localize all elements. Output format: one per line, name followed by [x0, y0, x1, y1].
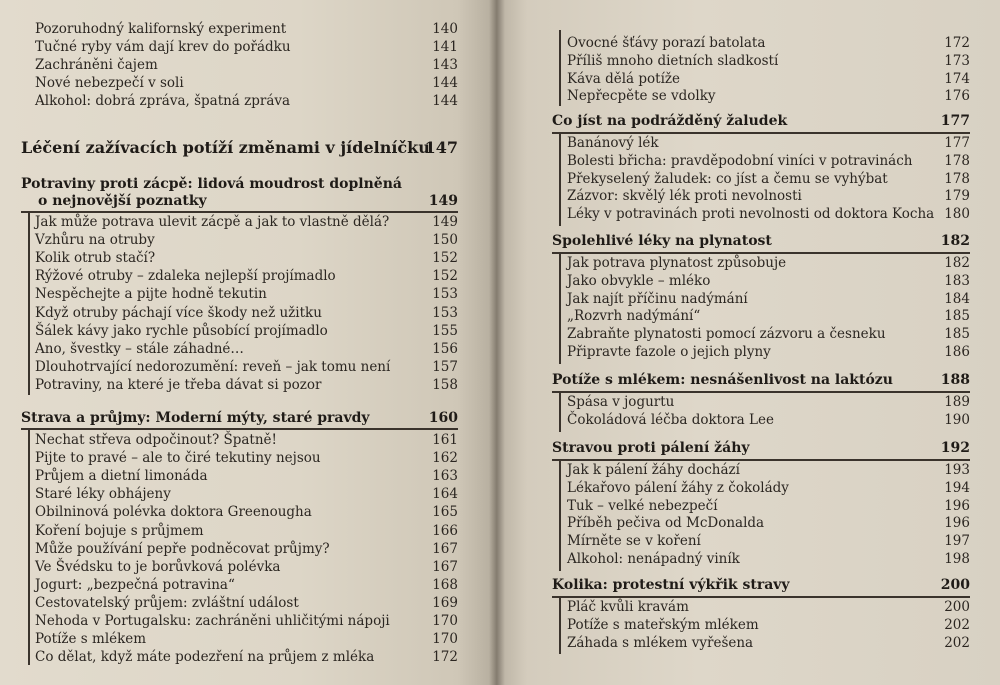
- section-bracket-line: [28, 429, 30, 665]
- entry-title: Jak k pálení žáhy dochází: [567, 462, 740, 478]
- entry-title: Jako obvykle – mléko: [567, 272, 711, 289]
- entry-title: Vzhůru na otruby: [35, 232, 155, 249]
- section-bracket-line: [559, 133, 561, 226]
- page-number: 158: [432, 376, 458, 393]
- page-number: 169: [432, 594, 458, 611]
- left-page: [0, 0, 497, 685]
- entry-title: Potíže s mlékem: nesnášenlivost na laktózu: [552, 372, 893, 388]
- page-number: 147: [424, 138, 458, 157]
- page-number: 173: [944, 52, 970, 69]
- entry-title: Když otruby páchají více škody než užitku: [35, 304, 322, 321]
- page-number: 168: [432, 576, 458, 593]
- page-number: 196: [944, 515, 970, 532]
- page-number: 153: [432, 286, 458, 303]
- page-number: 150: [432, 232, 458, 249]
- page-number: 149: [428, 193, 458, 209]
- entry-title: Pláč kvůli kravám: [567, 599, 689, 615]
- page-number: 198: [944, 551, 970, 567]
- page-number: 172: [944, 35, 970, 51]
- page-number: 182: [944, 255, 970, 271]
- entry-title: o nejnovější poznatky: [38, 193, 207, 209]
- entry-title: Potraviny, na které je třeba dávat si pozor: [35, 376, 322, 393]
- entry-title: Alkohol: nenápadný viník: [567, 551, 740, 567]
- entry-title: Bolesti břicha: pravděpodobní viníci v potravinách: [567, 152, 913, 169]
- entry-title: Záhada s mlékem vyřešena: [567, 634, 754, 651]
- entry-title: Dlouhotrvající nedorozumění: reveň – jak tomu není: [35, 358, 391, 375]
- page-number: 202: [944, 616, 970, 633]
- page-number: 176: [944, 88, 970, 105]
- page-number: 155: [432, 322, 458, 339]
- entry-title: Mírněte se v koření: [567, 533, 701, 550]
- entry-title: Tuk – velké nebezpečí: [567, 497, 718, 514]
- entry-title: Potraviny proti zácpě: lidová moudrost doplněná: [21, 176, 402, 192]
- page-number: 184: [944, 290, 970, 307]
- page-number: 185: [944, 308, 970, 325]
- page-number: 162: [432, 450, 458, 467]
- section-bracket-line: [559, 597, 561, 654]
- entry-title: Banánový lék: [567, 135, 659, 151]
- entry-title: „Rozvrh nadýmání“: [567, 308, 701, 325]
- entry-title: Co jíst na podrážděný žaludek: [552, 113, 788, 129]
- page-number: 194: [944, 479, 970, 496]
- section-rule: [552, 459, 970, 461]
- page-number: 140: [432, 21, 458, 37]
- section-rule: [552, 596, 970, 598]
- page-number: 178: [944, 170, 970, 187]
- entry-title: Koření bojuje s průjmem: [35, 522, 204, 539]
- entry-title: Potíže s mlékem: [35, 631, 147, 648]
- page-number: 177: [940, 113, 970, 129]
- entry-title: Stravou proti pálení žáhy: [552, 440, 750, 456]
- section-rule: [21, 211, 458, 213]
- entry-title: Káva dělá potíže: [567, 70, 681, 87]
- page-number: 160: [428, 410, 458, 426]
- page-number: 144: [432, 75, 458, 92]
- entry-title: Jogurt: „bezpečná potravina“: [35, 576, 235, 593]
- page-number: 189: [944, 394, 970, 410]
- section-bracket-line: [559, 30, 561, 106]
- entry-title: Co dělat, když máte podezření na průjem z mléka: [35, 649, 375, 666]
- entry-title: Připravte fazole o jejich plyny: [567, 344, 771, 360]
- page-number: 180: [944, 206, 970, 223]
- entry-title: Pozoruhodný kalifornský experiment: [35, 21, 287, 37]
- entry-title: Jak najít příčinu nadýmání: [567, 290, 748, 307]
- page-number: 156: [432, 340, 458, 357]
- entry-title: Může používání pepře podněcovat průjmy?: [35, 540, 330, 557]
- entry-title: Kolika: protestní výkřik stravy: [552, 577, 790, 593]
- entry-title: Příběh pečiva od McDonalda: [567, 515, 765, 532]
- entry-title: Potíže s mateřským mlékem: [567, 616, 759, 633]
- page-number: 152: [432, 268, 458, 285]
- page-number: 197: [944, 533, 970, 550]
- page-number: 186: [944, 344, 970, 360]
- section-bracket-line: [28, 212, 30, 395]
- entry-title: Pijte to pravé – ale to čiré tekutiny nejsou: [35, 450, 321, 467]
- page-number: 183: [944, 272, 970, 289]
- page-number: 141: [432, 39, 458, 56]
- page-number: 185: [944, 326, 970, 343]
- page-number: 165: [432, 504, 458, 521]
- entry-title: Překyselený žaludek: co jíst a čemu se vyhýbat: [567, 170, 888, 187]
- entry-title: Jak potrava plynatost způsobuje: [567, 255, 787, 271]
- page-number: 167: [432, 558, 458, 575]
- entry-title: Průjem a dietní limonáda: [35, 468, 208, 485]
- entry-title: Rýžové otruby – zdaleka nejlepší projímadlo: [35, 268, 336, 285]
- page-number: 200: [944, 599, 970, 615]
- page-number: 172: [432, 649, 458, 666]
- section-bracket-line: [559, 253, 561, 364]
- page-number: 166: [432, 522, 458, 539]
- entry-title: Léky v potravinách proti nevolnosti od doktora Kocha: [567, 206, 935, 223]
- entry-title: Nespěchejte a pijte hodně tekutin: [35, 286, 267, 303]
- page-number: 149: [432, 214, 458, 230]
- entry-title: Zachráněni čajem: [35, 57, 158, 74]
- page-number: 167: [432, 540, 458, 557]
- book-gutter: [489, 0, 505, 685]
- page-number: 193: [944, 462, 970, 478]
- page-number: 152: [432, 250, 458, 267]
- page-number: 196: [944, 497, 970, 514]
- entry-title: Staré léky obhájeny: [35, 486, 171, 503]
- page-number: 182: [940, 233, 970, 249]
- entry-title: Čokoládová léčba doktora Lee: [567, 411, 774, 428]
- entry-title: Spása v jogurtu: [567, 394, 675, 410]
- entry-title: Lékařovo pálení žáhy z čokolády: [567, 479, 789, 496]
- entry-title: Spolehlivé léky na plynatost: [552, 233, 772, 249]
- page-number: 200: [940, 577, 970, 593]
- page-number: 163: [432, 468, 458, 485]
- page-number: 188: [940, 372, 970, 388]
- entry-title: Cestovatelský průjem: zvláštní událost: [35, 594, 299, 611]
- entry-title: Zázvor: skvělý lék proti nevolnosti: [567, 188, 802, 205]
- entry-title: Léčení zažívacích potíží změnami v jídelníčku: [21, 138, 430, 157]
- section-rule: [552, 391, 970, 393]
- page-number: 192: [940, 440, 970, 456]
- entry-title: Ve Švédsku to je borůvková polévka: [35, 558, 281, 575]
- entry-title: Strava a průjmy: Moderní mýty, staré pravdy: [21, 410, 370, 426]
- entry-title: Nehoda v Portugalsku: zachráněni uhličitými nápoji: [35, 613, 390, 629]
- entry-title: Ovocné šťávy porazí batolata: [567, 35, 766, 51]
- page-number: 164: [432, 486, 458, 503]
- entry-title: Zabraňte plynatosti pomocí zázvoru a česneku: [567, 326, 886, 343]
- entry-title: Šálek kávy jako rychle působící projímadlo: [35, 322, 328, 339]
- page-number: 157: [432, 358, 458, 375]
- right-page: [497, 0, 1000, 685]
- page-number: 143: [432, 57, 458, 74]
- entry-title: Obilninová polévka doktora Greenougha: [35, 504, 312, 521]
- page-number: 161: [432, 432, 458, 448]
- section-bracket-line: [559, 460, 561, 571]
- section-rule: [552, 132, 970, 134]
- entry-title: Nepřecpěte se vdolky: [567, 88, 716, 105]
- page-number: 170: [432, 631, 458, 648]
- page-number: 179: [944, 188, 970, 205]
- entry-title: Jak může potrava ulevit zácpě a jak to vlastně dělá?: [35, 214, 390, 230]
- entry-title: Kolik otrub stačí?: [35, 250, 156, 267]
- entry-title: Nechat střeva odpočinout? Špatně!: [35, 432, 277, 448]
- page-number: 153: [432, 304, 458, 321]
- page-number: 178: [944, 152, 970, 169]
- entry-title: Alkohol: dobrá zpráva, špatná zpráva: [35, 93, 291, 110]
- page-number: 144: [432, 93, 458, 110]
- page-number: 202: [944, 634, 970, 651]
- section-rule: [21, 428, 458, 430]
- page-number: 174: [944, 70, 970, 87]
- page-number: 170: [432, 613, 458, 629]
- entry-title: Tučné ryby vám dají krev do pořádku: [35, 39, 291, 56]
- section-bracket-line: [559, 392, 561, 432]
- section-rule: [552, 252, 970, 254]
- entry-title: Nové nebezpečí v soli: [35, 75, 184, 92]
- page-number: 190: [944, 411, 970, 428]
- entry-title: Ano, švestky – stále záhadné…: [35, 340, 244, 357]
- page-number: 177: [944, 135, 970, 151]
- entry-title: Příliš mnoho dietních sladkostí: [567, 52, 779, 69]
